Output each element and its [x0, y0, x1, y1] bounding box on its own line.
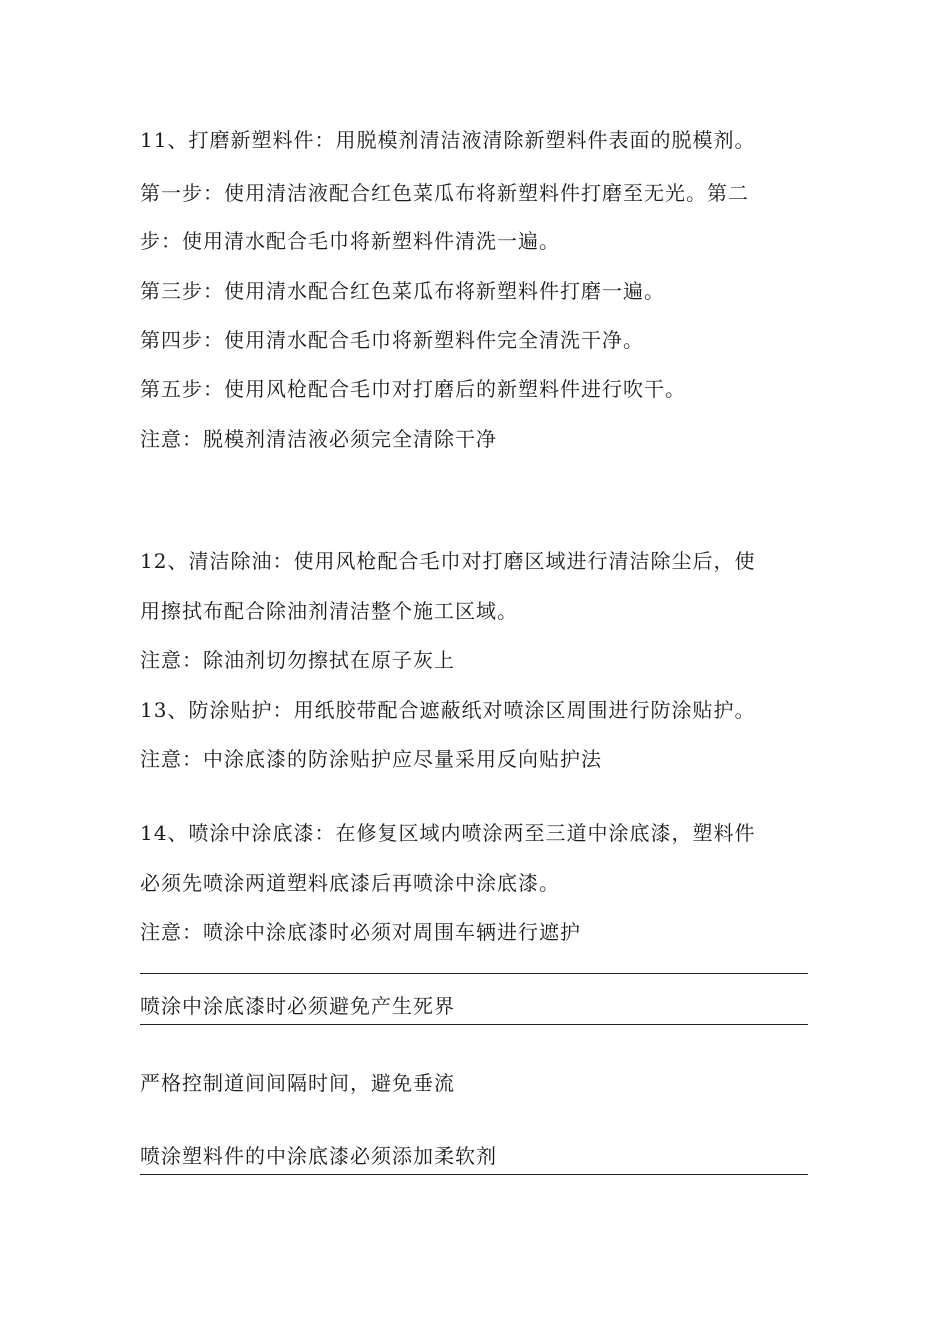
section-11-step1-line1: 第一步：使用清洁液配合红色菜瓜布将新塑料件打磨至无光。第二 [140, 181, 749, 205]
table-divider-rule [140, 1024, 808, 1025]
section-14-note: 注意：喷涂中涂底漆时必须对周围车辆进行遮护 [140, 920, 581, 944]
section-12-line1: 12、清洁除油：使用风枪配合毛巾对打磨区域进行清洁除尘后，使 [140, 549, 756, 573]
section-11-step5: 第五步：使用风枪配合毛巾对打磨后的新塑料件进行吹干。 [140, 377, 686, 401]
section-13-note: 注意：中涂底漆的防涂贴护应尽量采用反向贴护法 [140, 747, 602, 771]
section-11-step4: 第四步：使用清水配合毛巾将新塑料件完全清洗干净。 [140, 328, 644, 352]
section-11-step3: 第三步：使用清水配合红色菜瓜布将新塑料件打磨一遍。 [140, 279, 665, 303]
section-14-line1: 14、喷涂中涂底漆：在修复区域内喷涂两至三道中涂底漆，塑料件 [140, 821, 756, 845]
notes-table-row-1: 喷涂中涂底漆时必须避免产生死界 [140, 994, 455, 1018]
section-12-note: 注意：除油剂切勿擦拭在原子灰上 [140, 648, 455, 672]
section-11-note: 注意：脱模剂清洁液必须完全清除干净 [140, 427, 497, 451]
notes-table-row-2: 严格控制道间间隔时间，避免垂流 [140, 1071, 455, 1095]
section-14-line2: 必须先喷涂两道塑料底漆后再喷涂中涂底漆。 [140, 871, 560, 895]
section-11-title: 11、打磨新塑料件：用脱模剂清洁液清除新塑料件表面的脱模剂。 [140, 128, 756, 152]
table-bottom-rule [140, 1174, 808, 1175]
section-13-line1: 13、防涂贴护：用纸胶带配合遮蔽纸对喷涂区周围进行防涂贴护。 [140, 698, 756, 722]
section-12-line2: 用擦拭布配合除油剂清洁整个施工区域。 [140, 599, 518, 623]
section-11-step1-line2: 步：使用清水配合毛巾将新塑料件清洗一遍。 [140, 229, 560, 253]
notes-table-row-3: 喷涂塑料件的中涂底漆必须添加柔软剂 [140, 1144, 497, 1168]
table-top-rule [140, 973, 808, 974]
